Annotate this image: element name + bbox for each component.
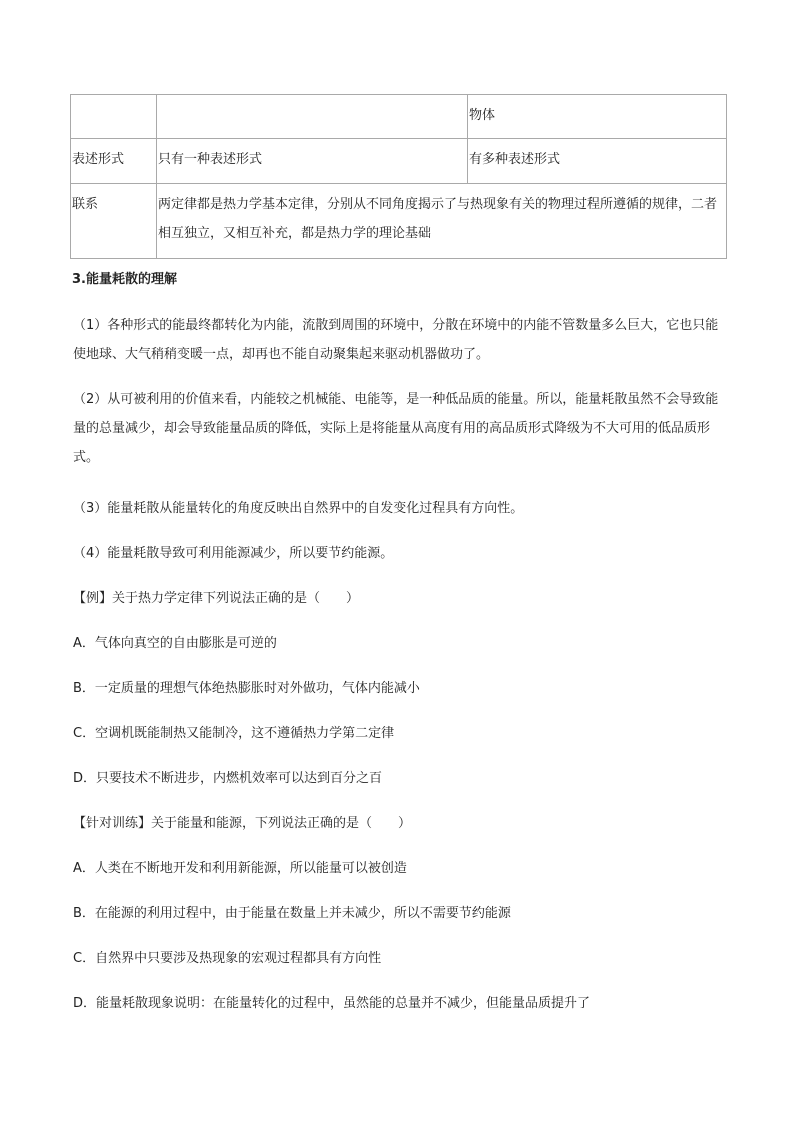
table-cell: 有多种表述形式 (468, 139, 727, 184)
example-option-c: C．空调机既能制热又能制冷，这不遵循热力学第二定律 (73, 726, 395, 741)
paragraph-4: （4）能量耗散导致可利用能源减少，所以要节约能源。 (73, 546, 394, 561)
table-cell-label: 表述形式 (71, 139, 157, 184)
table-cell: 只有一种表述形式 (157, 139, 468, 184)
training-option-a: A．人类在不断地开发和利用新能源，所以能量可以被创造 (73, 861, 407, 876)
training-option-d: D．能量耗散现象说明：在能量转化的过程中，虽然能的总量并不减少，但能量品质提升了 (73, 996, 591, 1011)
table-cell-label: 联系 (71, 184, 157, 259)
table-cell: 物体 (468, 95, 727, 139)
comparison-table (70, 94, 727, 259)
table-cell (157, 95, 468, 139)
example-option-a: A．气体向真空的自由膨胀是可逆的 (73, 636, 277, 651)
paragraph-1: （1）各种形式的能最终都转化为内能，流散到周围的环境中，分散在环境中的内能不管数量多么巨大，它也只能使地球、大气稍稍变暖一点，却再也不能自动聚集起来驱动机器做功了。 (73, 318, 719, 362)
paragraph-2: （2）从可被利用的价值来看，内能较之机械能、电能等，是一种低品质的能量。所以，能量耗散虽然不会导致能量的总量减少，却会导致能量品质的降低，实际上是将能量从高度有用的高品质形式降级为不大可用的低品质形式。 (73, 392, 719, 465)
section-heading: 3.能量耗散的理解 (72, 272, 177, 287)
training-option-c: C．自然界中只要涉及热现象的宏观过程都具有方向性 (73, 951, 382, 966)
table-row (71, 95, 727, 139)
example-option-b: B．一定质量的理想气体绝热膨胀时对外做功，气体内能减小 (73, 681, 420, 696)
table-row (71, 184, 727, 259)
example-option-d: D．只要技术不断进步，内燃机效率可以达到百分之百 (73, 771, 383, 786)
table-cell (71, 95, 157, 139)
table-cell-merged: 两定律都是热力学基本定律，分别从不同角度揭示了与热现象有关的物理过程所遵循的规律，二者相互独立，又相互补充，都是热力学的理论基础 (157, 184, 727, 259)
example-stem: 【例】关于热力学定律下列说法正确的是（ ） (73, 591, 360, 606)
table-row (71, 139, 727, 184)
training-option-b: B．在能源的利用过程中，由于能量在数量上并未减少，所以不需要节约能源 (73, 906, 511, 921)
training-stem: 【针对训练】关于能量和能源，下列说法正确的是（ ） (73, 816, 412, 831)
paragraph-3: （3）能量耗散从能量转化的角度反映出自然界中的自发变化过程具有方向性。 (73, 501, 524, 516)
